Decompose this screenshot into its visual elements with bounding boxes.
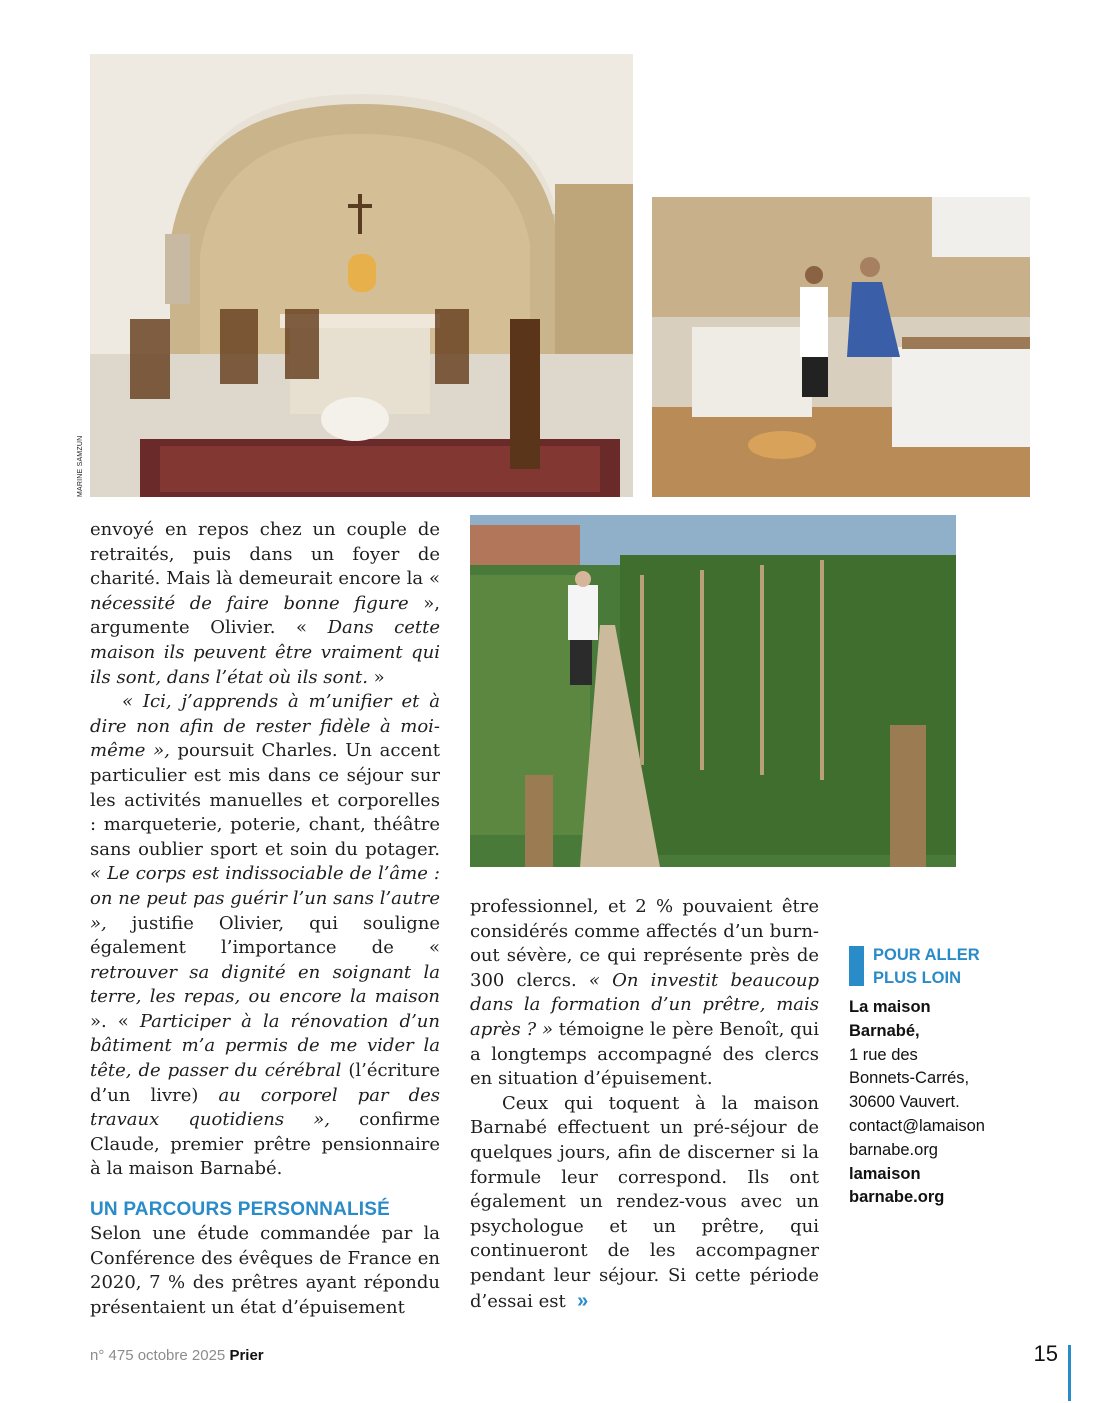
page-number-rule xyxy=(1068,1345,1071,1401)
kitchen-photo-illustration xyxy=(652,197,1030,497)
website-link[interactable]: lamaison barnabe.org xyxy=(849,1164,945,1207)
paragraph: « Ici, j’apprends à m’unifier et à dire non afin de rester fidèle à moi-même », poursuit Charles. Un accent particulier est mis dans ce séjour sur les activités manuelles et corporelles : marqueterie, poterie, chant, théâtre sans oublier sport et soin du potager. « Le corps est indissociable de l’âme : on ne peut pas guérir l’un sans l’autre », justifie Olivier, qui souligne également l’importance de « retrouver sa dignité en soignant la terre, les repas, ou encore la maison ». « Participer à la rénovation d’un bâtiment m’a permis de me vider la tête, de passer du cérébral (l’écriture d’un livre) au corporel par des travaux quotidiens », confirme Claude, premier prêtre pensionnaire à la maison Barnabé. xyxy=(90,691,440,1180)
paragraph: envoyé en repos chez un couple de retraités, puis dans un foyer de charité. Mais là demeurait encore la « nécessité de faire bonne figure », argumente Olivier. « Dans cette maison ils peuvent être vraiment qui ils sont, dans l’état où ils sont. » xyxy=(90,519,440,688)
issue-info: n° 475 octobre 2025 xyxy=(90,1347,226,1364)
email-link[interactable]: contact@lamaison barnabe.org xyxy=(849,1116,985,1159)
chapel-photo xyxy=(90,54,633,497)
sidebar-accent-bar xyxy=(849,946,864,986)
kitchen-photo xyxy=(652,197,1030,497)
magazine-name: Prier xyxy=(229,1347,264,1364)
chapel-photo-illustration xyxy=(90,54,633,497)
paragraph: professionnel, et 2 % pouvaient être considérés comme affectés d’un burn-out sévère, ce qui représente près de 300 clercs. « On investit beaucoup dans la formation d’un prêtre, mais après ? » témoigne le père Benoît, qui a longtemps accompagné des clercs en situation d’épuisement. xyxy=(470,896,819,1090)
paragraph: Selon une étude commandée par la Conférence des évêques de France en 2020, 7 % des prêtres ayant répondu présentaient un état d’épuisement xyxy=(90,1223,440,1318)
garden-photo-illustration xyxy=(470,515,956,867)
photo-credit: MARINE SAMZUN xyxy=(77,435,84,497)
sidebar-body: La maison Barnabé, 1 rue des Bonnets-Carrés, 30600 Vauvert. contact@lamaison barnabe.org lamaison barnabe.org xyxy=(849,996,1019,1210)
section-title: UN PARCOURS PERSONNALISÉ xyxy=(90,1199,391,1221)
continue-arrow-icon: » xyxy=(577,1289,589,1312)
garden-photo xyxy=(470,515,956,867)
article-column-left xyxy=(90,518,440,1320)
sidebar-box xyxy=(849,944,1019,1210)
page-footer xyxy=(90,1347,264,1364)
sidebar-heading: POUR ALLER PLUS LOIN xyxy=(849,944,1019,990)
paragraph: Ceux qui toquent à la maison Barnabé effectuent un pré-séjour de quelques jours, afin de discerner si la formule leur correspond. Ils ont également un rendez-vous avec un psychologue et un prêtre, qui continueront de les accompagner pendant leur séjour. Si cette période d’essai est » xyxy=(470,1092,819,1312)
page-number: 15 xyxy=(1033,1341,1058,1366)
article-column-middle xyxy=(470,895,819,1314)
